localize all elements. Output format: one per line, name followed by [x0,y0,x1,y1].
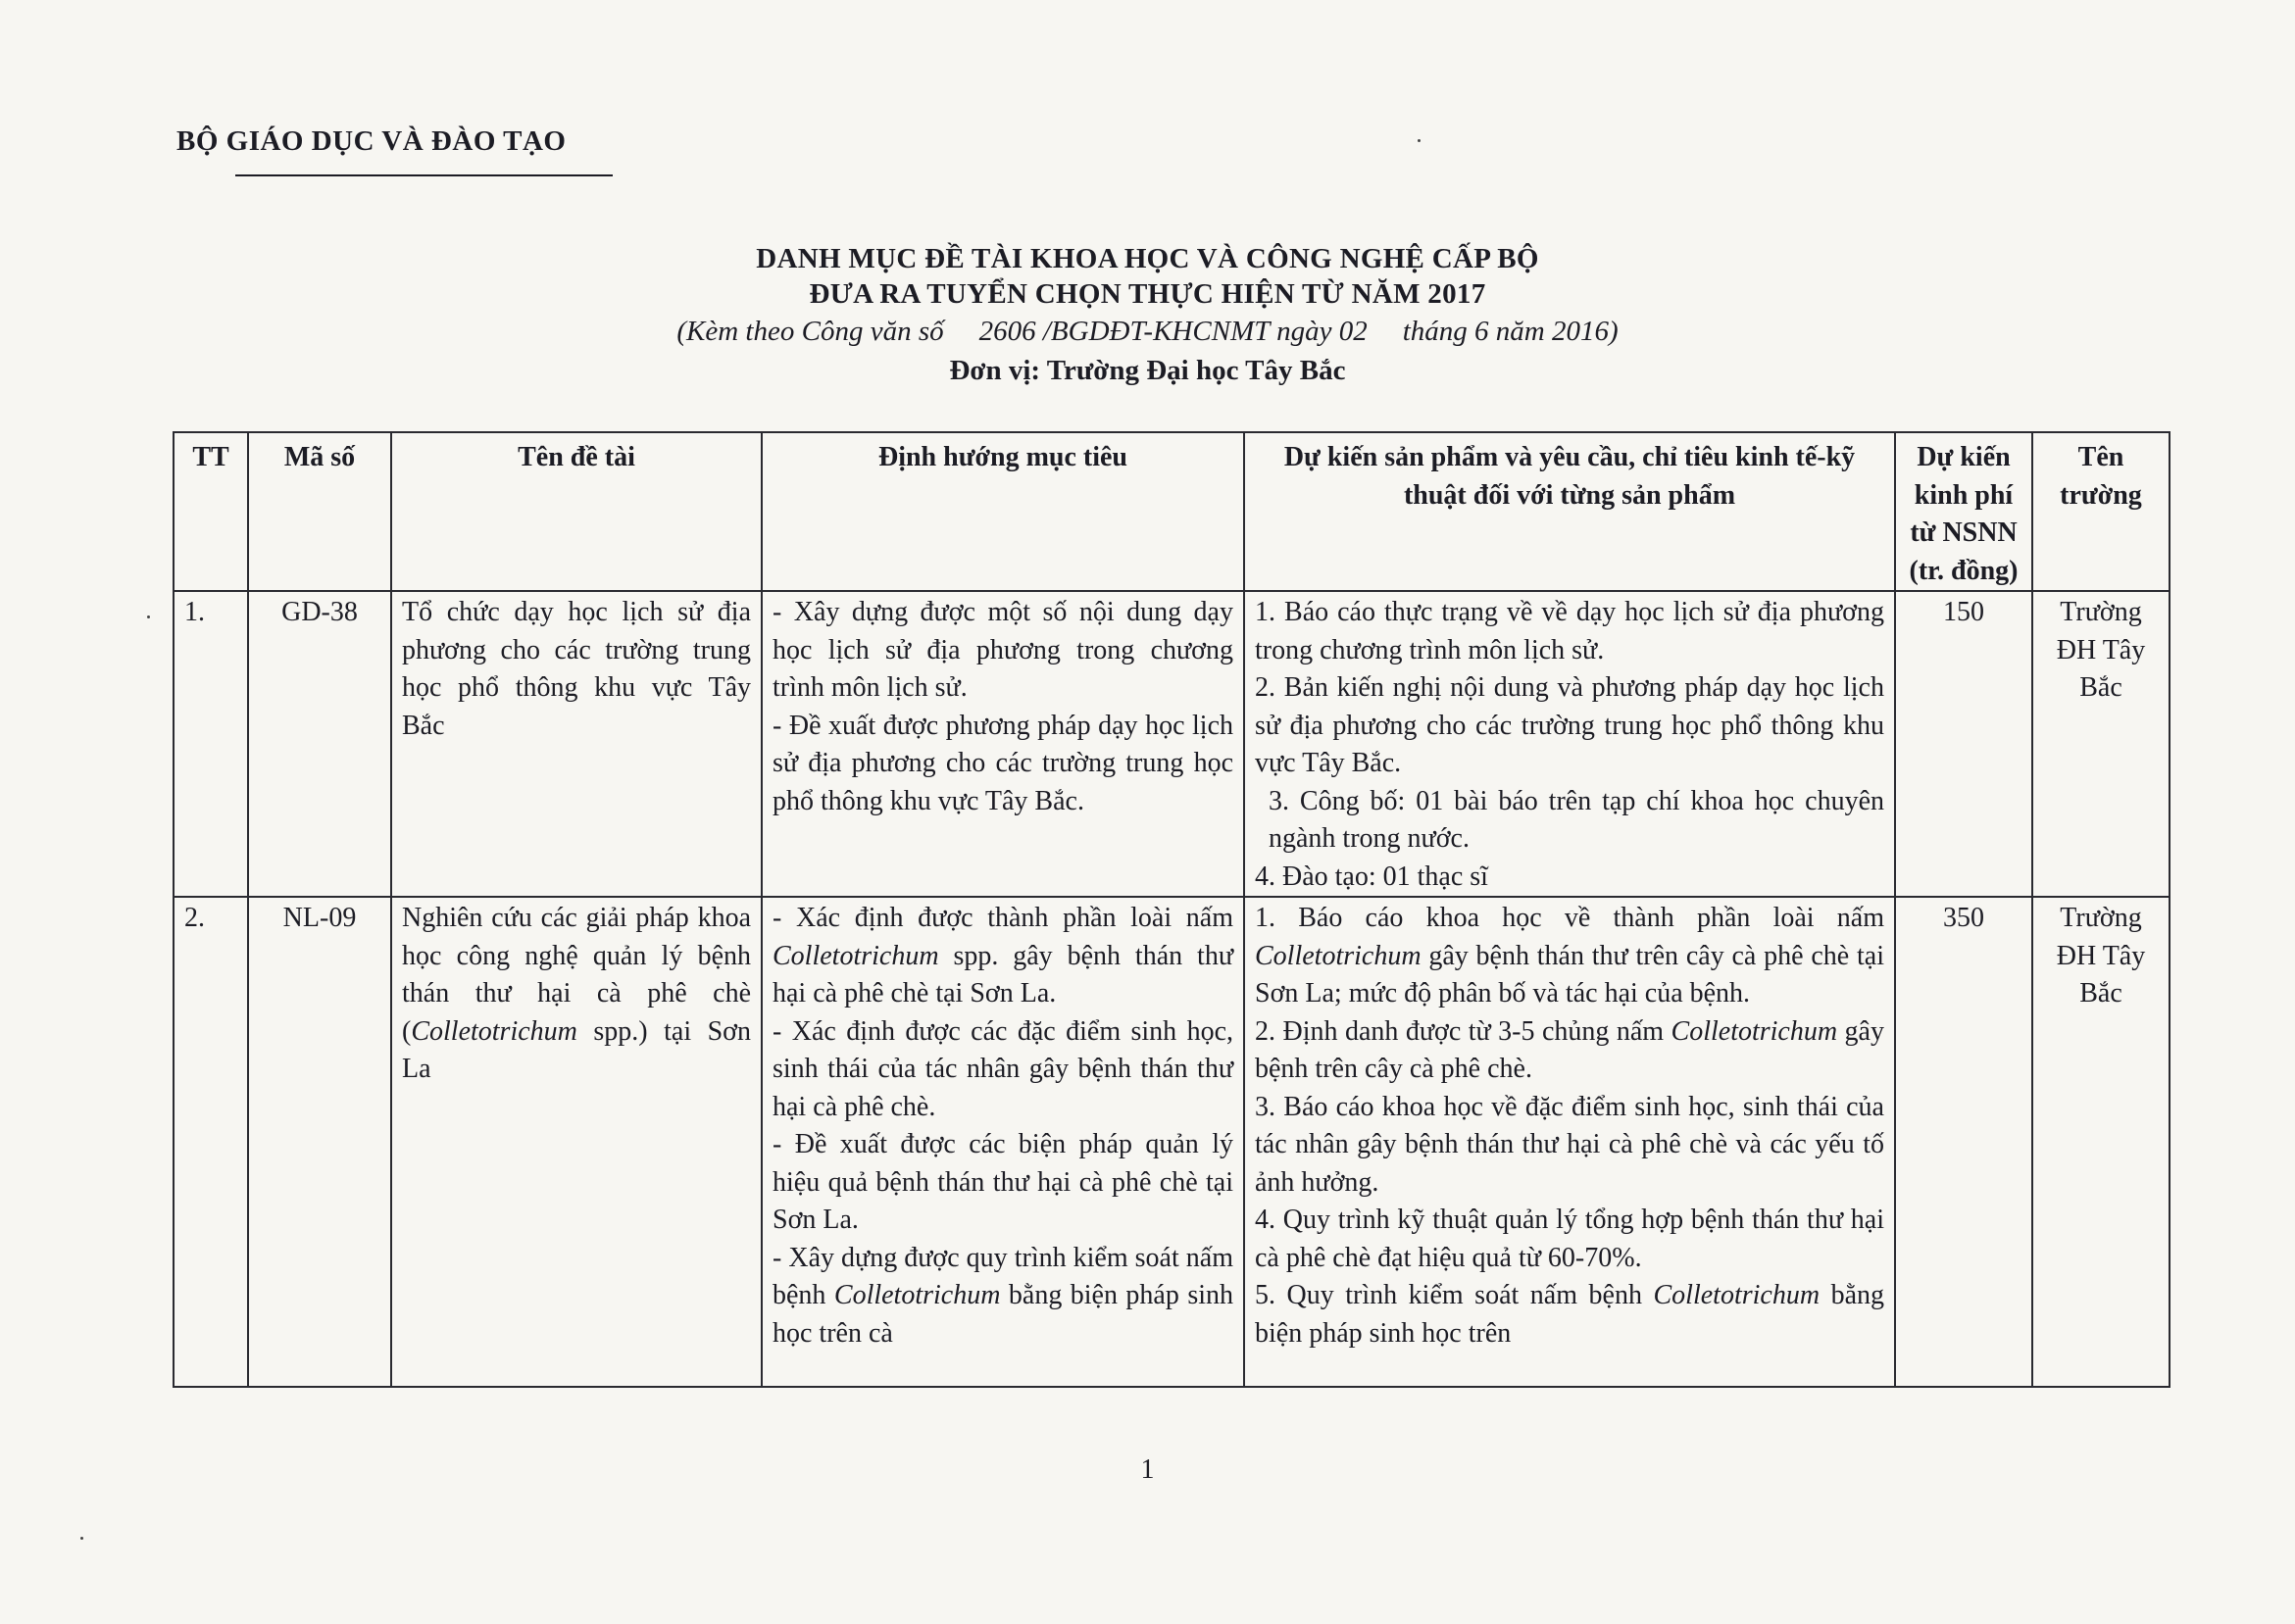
header-name: Tên đề tài [391,432,762,591]
row2-goal [762,897,1244,1387]
row1-name: Tổ chức dạy học lịch sử địa phương cho các trường trung học phổ thông khu vực Tây Bắc [391,591,762,897]
row2-tt: 2. [174,897,248,1387]
row2-name-a: Nghiên cứu các giải pháp khoa học công nghệ quản lý bệnh thán thư hại cà phê chè ( [402,903,751,1047]
row1-product-2: 2. Bản kiến nghị nội dung và phương pháp dạy học lịch sử địa phương cho các trường trung học phổ thông khu vực Tây Bắc. [1255,672,1884,778]
reference-part-3: tháng 6 năm 2016) [1402,316,1619,347]
header-tt: TT [174,432,248,591]
row2-name-b: Colletotrichum [411,1015,577,1047]
row1-goal-1: - Xây dựng được một số nội dung dạy học lịch sử địa phương trong chương trình môn lịch sử. [773,597,1233,703]
row2-goal-1: - Xác định được thành phần loài nấm Colletotrichum spp. gây bệnh thán thư hại cà phê chè tại Sơn La. [773,903,1233,1009]
row1-goal-2: - Đề xuất được phương pháp dạy học lịch sử địa phương cho các trường trung học phổ thông khu vực Tây Bắc. [773,710,1233,816]
row2-name [391,897,762,1387]
scan-speck [80,1537,83,1540]
page-number: 1 [1140,1454,1155,1485]
reference-part-2: 2606 /BGDĐT-KHCNMT ngày 02 [978,316,1368,347]
row2-budget: 350 [1895,897,2032,1387]
row2-name-c: spp.) tại Sơn La [402,1015,751,1084]
row1-budget: 150 [1895,591,2032,897]
row1-tt: 1. [174,591,248,897]
row1-code: GD-38 [248,591,391,897]
row1-product-3: 3. Công bố: 01 bài báo trên tạp chí khoa học chuyên ngành trong nước. [1269,785,1884,854]
row2-goal-2: - Xác định được các đặc điểm sinh học, sinh thái của tác nhân gây bệnh thán thư hại cà phê chè. [773,1015,1233,1122]
header-school: Tên trường [2032,432,2170,591]
row1-product-4: 4. Đào tạo: 01 thạc sĩ [1255,861,1488,892]
document-reference [0,312,2295,351]
unit-name: Đơn vị: Trường Đại học Tây Bắc [949,355,1346,386]
row2-product-4: 4. Quy trình kỹ thuật quản lý tổng hợp bệnh thán thư hại cà phê chè đạt hiệu quả từ 60-70%. [1255,1205,1884,1273]
row2-code: NL-09 [248,897,391,1387]
header-goal: Định hướng mục tiêu [762,432,1244,591]
table-row [174,591,2170,897]
row2-product-2: 2. Định danh được từ 3-5 chủng nấm Colletotrichum gây bệnh trên cây cà phê chè. [1255,1015,1884,1084]
document-title-line-2: ĐƯA RA TUYỂN CHỌN THỰC HIỆN TỪ NĂM 2017 [809,278,1486,310]
scan-speck [1418,139,1421,142]
row2-product-3: 3. Báo cáo khoa học về đặc điểm sinh học, sinh thái của tác nhân gây bệnh thán thư hại cà phê chè và các yếu tố ảnh hưởng. [1255,1091,1884,1198]
header-budget: Dự kiến kinh phí từ NSNN (tr. đồng) [1895,432,2032,591]
row1-goal [762,591,1244,897]
header-products: Dự kiến sản phẩm và yêu cầu, chỉ tiêu kinh tế-kỹ thuật đối với từng sản phẩm [1244,432,1895,591]
row2-products [1244,897,1895,1387]
document-title-line-1: DANH MỤC ĐỀ TÀI KHOA HỌC VÀ CÔNG NGHỆ CẤP BỘ [756,243,1539,274]
table-header-row [174,432,2170,591]
row2-goal-4: - Xây dựng được quy trình kiểm soát nấm bệnh Colletotrichum bằng biện pháp sinh học trên cà [773,1242,1233,1349]
document-title-block [0,241,2295,390]
ministry-name: BỘ GIÁO DỤC VÀ ĐÀO TẠO [176,125,567,157]
row1-product-1: 1. Báo cáo thực trạng về về dạy học lịch sử địa phương trong chương trình môn lịch sử. [1255,597,1884,665]
row2-product-5: 5. Quy trình kiểm soát nấm bệnh Colletotrichum bằng biện pháp sinh học trên [1255,1280,1884,1349]
row1-school: Trường ĐH Tây Bắc [2032,591,2170,897]
topic-table [173,431,2170,1388]
table-row [174,897,2170,1387]
reference-part-1: (Kèm theo Công văn số [676,316,944,347]
row2-school: Trường ĐH Tây Bắc [2032,897,2170,1387]
row1-products [1244,591,1895,897]
row2-product-1: 1. Báo cáo khoa học về thành phần loài nấm Colletotrichum gây bệnh thán thư trên cây cà phê chè tại Sơn La; mức độ phân bố và tác hại của bệnh. [1255,903,1884,1009]
ministry-underline [235,174,613,176]
scan-speck [147,615,150,618]
row2-goal-3: - Đề xuất được các biện pháp quản lý hiệu quả bệnh thán thư hại cà phê chè tại Sơn La. [773,1129,1233,1235]
header-code: Mã số [248,432,391,591]
